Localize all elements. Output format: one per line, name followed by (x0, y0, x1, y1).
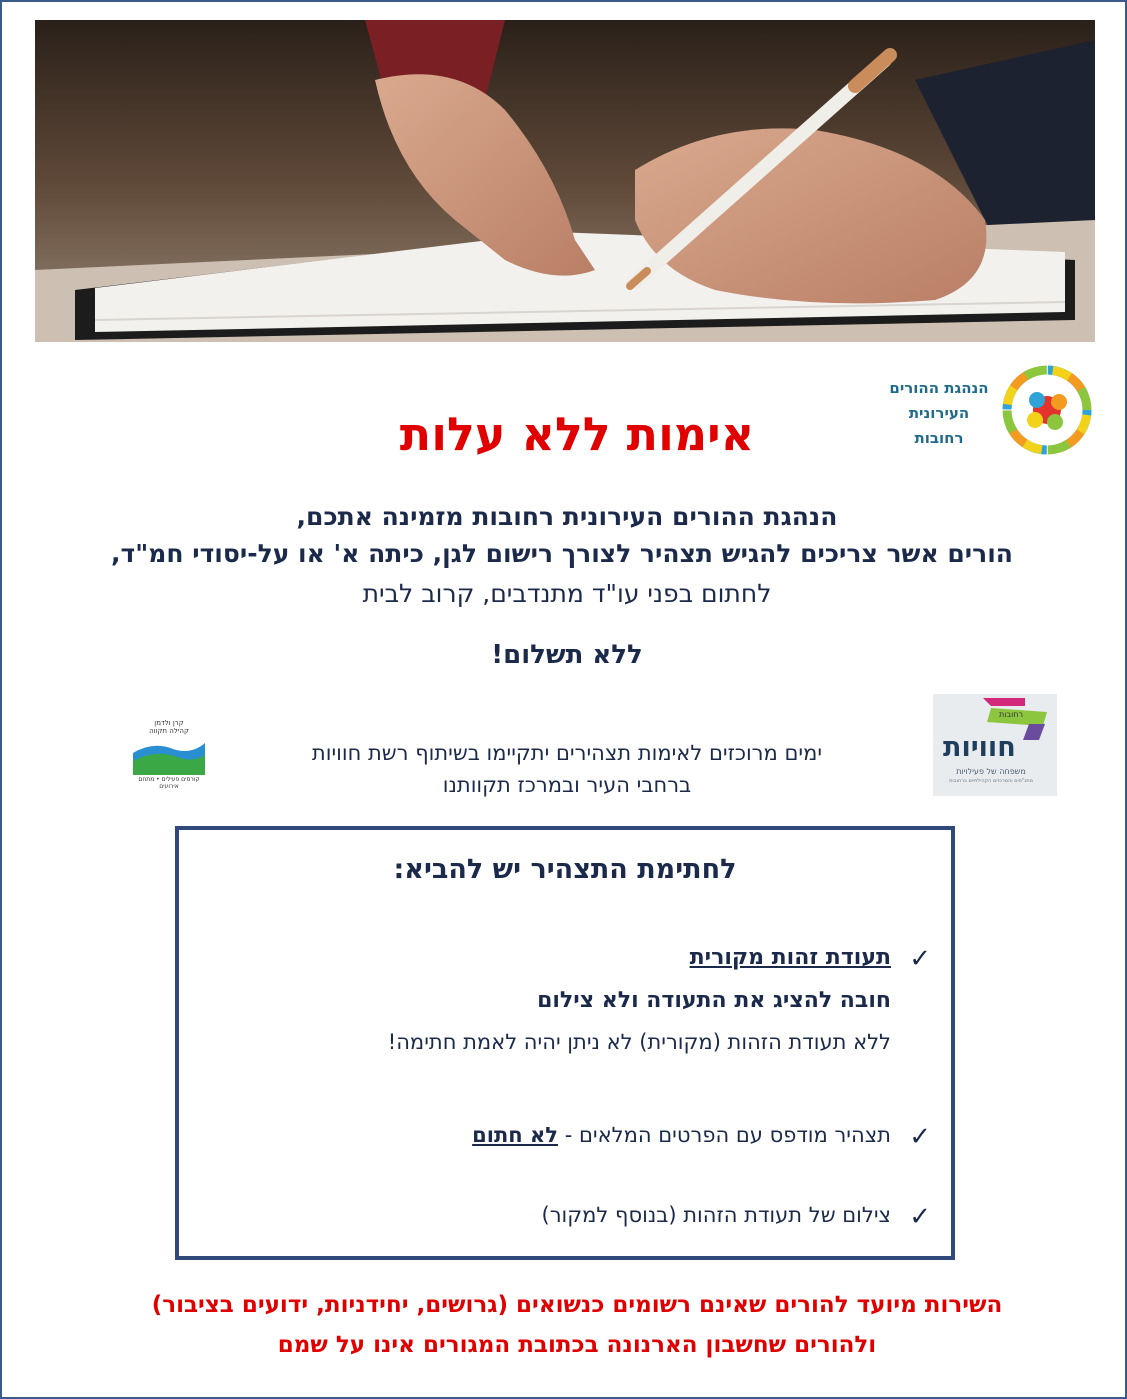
community-logo-top-line1: קרן ולדמן (154, 719, 184, 727)
intro-sign-location: לחתום בפני עו"ד מתנדבים, קרוב לבית (362, 579, 772, 608)
hands-signing-document-photo (35, 20, 1095, 342)
centers-line1: ימים מרוכזים לאימות תצהירים יתקיימו בשיתוף רשת חוויות (311, 741, 823, 765)
landscape-logo-icon (133, 735, 205, 775)
intro-audience: הורים אשר צריכים להגיש תצהיר לצורך רישום לגן, כיתה א' או על-יסודי חמ"ד, (111, 539, 1013, 568)
havayot-subtag: מתנ"סים והמרכזים הקהילתיים ברחובות (949, 778, 1033, 784)
community-fund-logo (129, 719, 209, 790)
requirements-title: לחתימת התצהיר יש להביא: (393, 854, 737, 885)
community-logo-bottom: קורסים פעילים • מתחם אירועים (138, 776, 200, 790)
requirement-original-id-warning: חובה להציג את התעודה ולא צילום (537, 988, 891, 1013)
requirement-id-copy: צילום של תעודת הזהות (בנוסף למקור) (541, 1203, 891, 1227)
havayot-name: חוויות (943, 732, 1016, 763)
main-title: אימות ללא עלות (399, 407, 755, 461)
intro-free-of-charge: ללא תשלום! (491, 640, 643, 670)
hero-photo (35, 20, 1095, 342)
havayot-city: רחובות (999, 710, 1023, 719)
parents-logo-line1: הנהגת ההורים (889, 379, 989, 397)
centers-line2: ברחבי העיר ובמרכז תקוותנו (442, 773, 692, 797)
printed-affidavit-text: תצהיר מודפס עם הפרטים המלאים - (558, 1123, 891, 1147)
intro-invitation: הנהגת ההורים העירונית רחובות מזמינה אתכם, (296, 502, 838, 531)
printed-affidavit-unsigned: לא חתום (472, 1123, 559, 1147)
footer-eligibility: השירות מיועד להורים שאינם רשומים כנשואים (גרושים, יחידניות, ידועים בציבור) (151, 1292, 1003, 1318)
havayot-logo (933, 694, 1057, 796)
requirement-original-id-note: ללא תעודת הזהות (מקורית) לא ניתן יהיה לאמת חתימה! (387, 1030, 891, 1054)
parents-logo-line3: רחובות (914, 429, 964, 447)
requirement-printed-affidavit (472, 1123, 891, 1147)
parents-logo-line2: העירונית (908, 404, 970, 422)
footer-arnona: ולהורים שחשבון הארנונה בכתובת המגורים אינו על שמם (277, 1332, 877, 1358)
community-logo-top-line2: קהילה תקווה (149, 727, 189, 735)
community-logo-top (129, 719, 209, 735)
check-icon: ✓ (909, 1122, 931, 1152)
havayot-tagline: משפחה של פעילויות (956, 767, 1026, 776)
check-icon: ✓ (909, 1202, 931, 1232)
centers-announcement (217, 737, 917, 801)
requirement-original-id: תעודת זהות מקורית (689, 945, 891, 970)
check-icon: ✓ (909, 944, 931, 974)
requirements-box (175, 826, 955, 1260)
